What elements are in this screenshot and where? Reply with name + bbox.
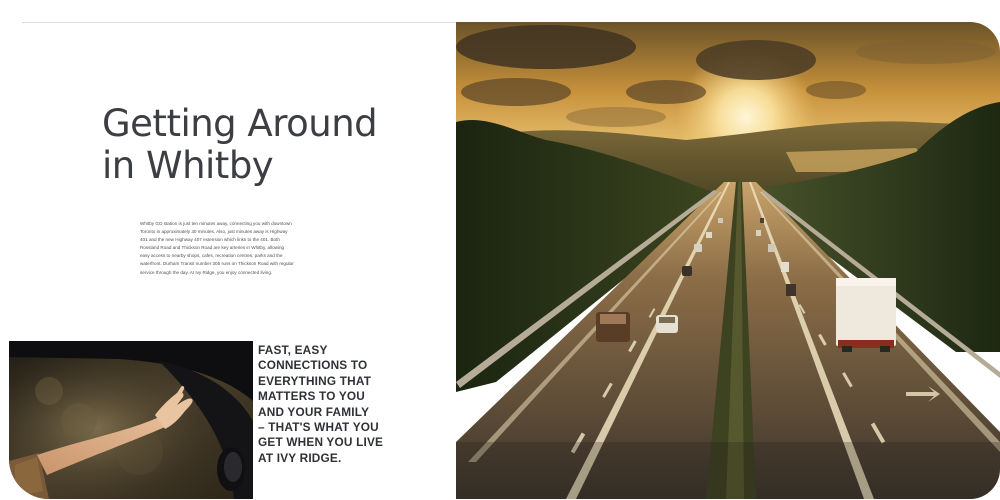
highway-sunset-icon	[456, 22, 1000, 499]
body-line: easy access to nearby shops, cafes, recreation centres, parks and the	[140, 253, 283, 259]
tagline	[258, 343, 408, 466]
car-window-hand-icon	[9, 341, 253, 499]
page-title	[102, 103, 377, 187]
body-paragraph	[140, 220, 340, 277]
tagline-line: MATTERS TO YOU	[258, 389, 366, 404]
tagline-line: CONNECTIONS TO	[258, 358, 368, 373]
body-line: service through the day. At Ivy Ridge, you enjoy connected living.	[140, 269, 273, 275]
body-line: 401 and the new Highway 407 extension which links to the 401. Both	[140, 237, 280, 243]
tagline-line: – THAT'S WHAT YOU	[258, 420, 379, 435]
title-line: Getting Around	[102, 102, 378, 145]
body-line: waterfront. Durham Transit number 305 runs on Thickson Road with regular	[140, 261, 294, 267]
tagline-line: AND YOUR FAMILY	[258, 404, 370, 419]
tagline-line: EVERYTHING THAT	[258, 373, 372, 388]
body-line: Toronto in approximately 30 minutes. Also, just minutes away is Highway	[140, 229, 288, 235]
title-line: in Whitby	[102, 144, 274, 187]
body-line: Rossland Road and Thickson Road are key arteries in Whitby, allowing	[140, 245, 285, 251]
body-line: Whitby GO station is just ten minutes away, connecting you with downtown	[140, 221, 292, 226]
car-window-hand-photo	[9, 341, 253, 499]
tagline-line: GET WHEN YOU LIVE	[258, 435, 384, 450]
tagline-line: AT IVY RIDGE.	[258, 450, 342, 465]
highway-sunset-photo	[456, 22, 1000, 499]
tagline-line: FAST, EASY	[258, 343, 328, 357]
